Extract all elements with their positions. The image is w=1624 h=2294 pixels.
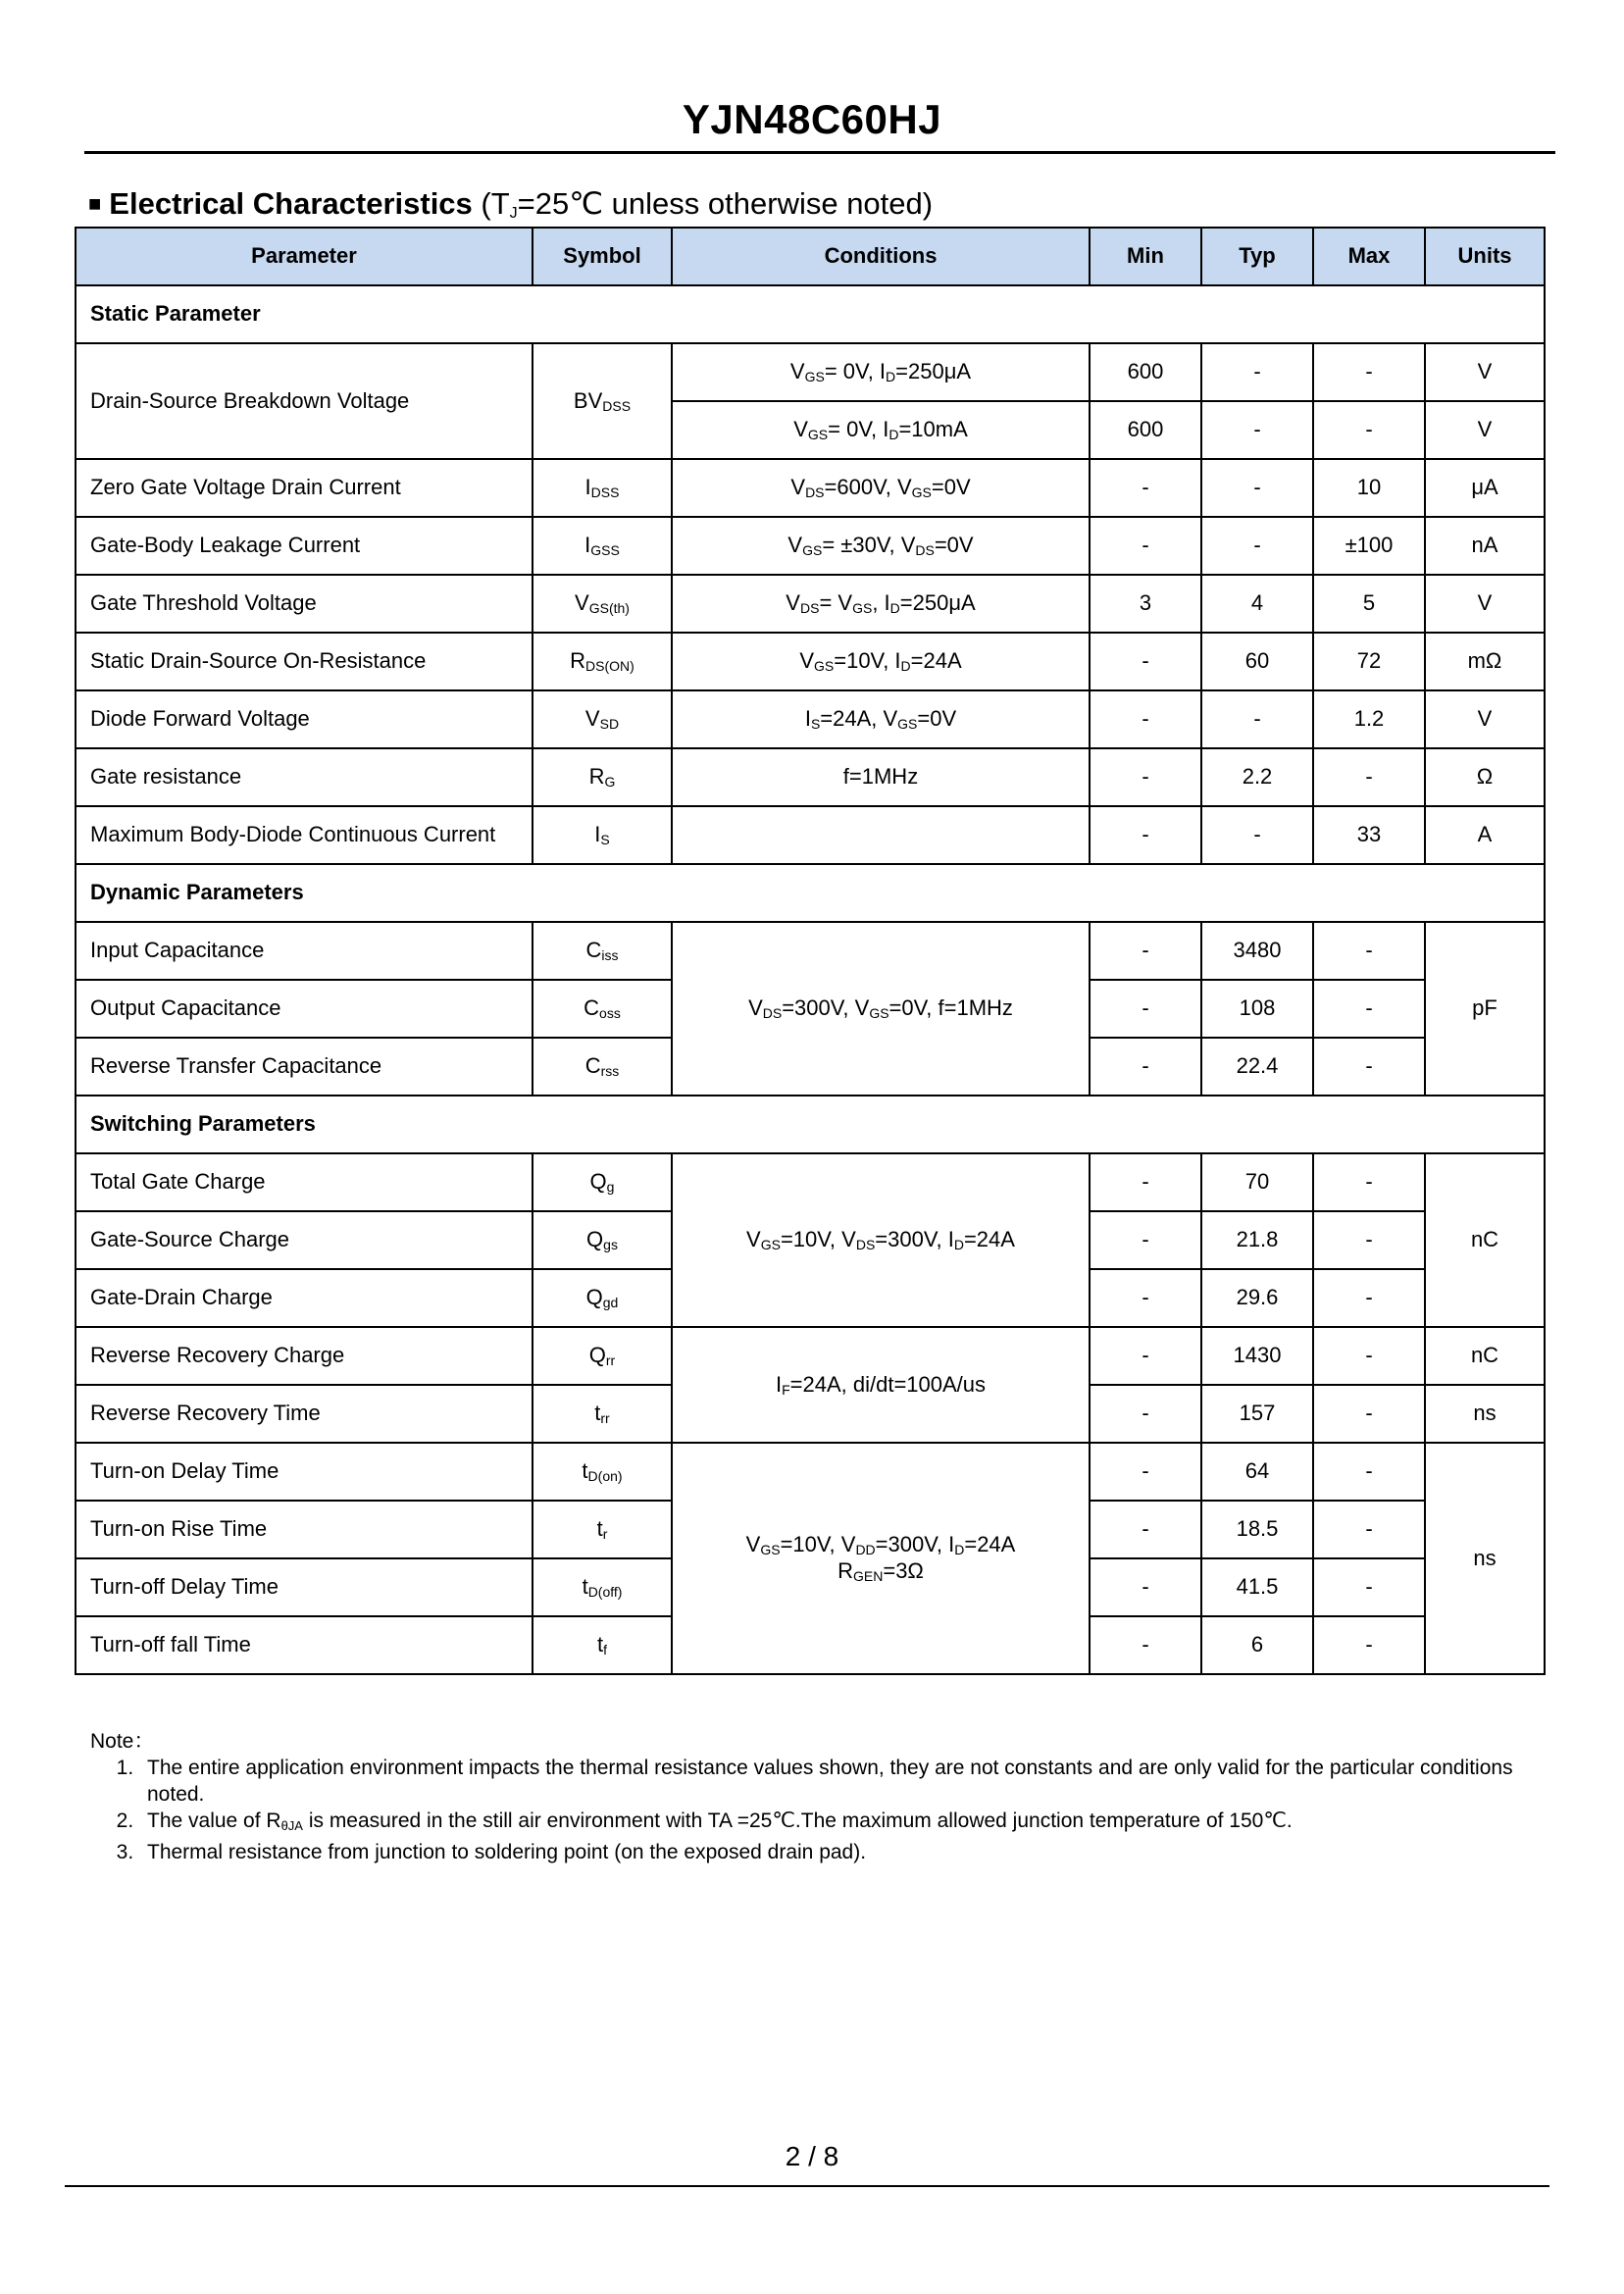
typ-cell: 108 (1201, 980, 1313, 1038)
note-item: 1. The entire application environment impacts the thermal resistance values shown, they are not constants and are only valid for the particular conditions noted. (139, 1755, 1542, 1808)
condition-cell: f=1MHz (672, 748, 1090, 806)
symbol-cell: $I_{GSS}$ (533, 517, 672, 575)
param-cell: Turn-off fall Time (76, 1616, 533, 1674)
table-row (76, 690, 1545, 748)
min-cell: - (1090, 1501, 1201, 1558)
typ-cell: - (1201, 806, 1313, 864)
param-cell: Gate-Body Leakage Current (76, 517, 533, 575)
units-cell: nA (1425, 517, 1545, 575)
typ-cell: 41.5 (1201, 1558, 1313, 1616)
units-cell: mΩ (1425, 633, 1545, 690)
header-rule (84, 151, 1555, 154)
group-row (76, 285, 1545, 343)
units-cell: nC (1425, 1153, 1545, 1327)
symbol-cell: $t_{D(on)}$ (533, 1443, 672, 1501)
units-cell: V (1425, 690, 1545, 748)
typ-cell: 18.5 (1201, 1501, 1313, 1558)
max-cell: - (1313, 1269, 1425, 1327)
typ-cell: 2.2 (1201, 748, 1313, 806)
units-cell: Ω (1425, 748, 1545, 806)
symbol-cell: $t_f$ (533, 1616, 672, 1674)
min-cell: - (1090, 922, 1201, 980)
table-row (76, 1443, 1545, 1501)
condition-cell (672, 806, 1090, 864)
min-cell: - (1090, 1385, 1201, 1443)
max-cell: - (1313, 1153, 1425, 1211)
param-cell: Gate-Drain Charge (76, 1269, 533, 1327)
param-cell: Turn-on Delay Time (76, 1443, 533, 1501)
typ-cell: 4 (1201, 575, 1313, 633)
typ-cell: 1430 (1201, 1327, 1313, 1385)
page-number: 2 / 8 (785, 2141, 839, 2171)
param-cell: Reverse Recovery Charge (76, 1327, 533, 1385)
max-cell: 10 (1313, 459, 1425, 517)
notes (90, 1728, 1542, 1865)
units-cell: ns (1425, 1385, 1545, 1443)
typ-cell: - (1201, 343, 1313, 401)
max-cell: - (1313, 1501, 1425, 1558)
typ-cell: 22.4 (1201, 1038, 1313, 1096)
symbol-cell: $t_{rr}$ (533, 1385, 672, 1443)
max-cell: - (1313, 980, 1425, 1038)
table-row (76, 922, 1545, 980)
param-cell: Output Capacitance (76, 980, 533, 1038)
group-dynamic: Dynamic Parameters (76, 864, 1545, 922)
typ-cell: 157 (1201, 1385, 1313, 1443)
max-cell: - (1313, 343, 1425, 401)
param-cell: Gate-Source Charge (76, 1211, 533, 1269)
condition-cell: $V_{DS}=300V$, $V_{GS}=0V$, f=1MHz (672, 922, 1090, 1096)
condition-cell: $V_{GS}= 0V$, $I_D=10mA$ (672, 401, 1090, 459)
typ-cell: 64 (1201, 1443, 1313, 1501)
table-row (76, 343, 1545, 401)
condition-cell: $V_{DS}=600V$, $V_{GS}=0V$ (672, 459, 1090, 517)
section-heading: ■ Electrical Characteristics ($T_J=25℃$ unless otherwise noted) (88, 186, 934, 222)
header-typ: Typ (1201, 228, 1313, 285)
symbol-cell: $I_{DSS}$ (533, 459, 672, 517)
min-cell: - (1090, 690, 1201, 748)
group-row (76, 864, 1545, 922)
param-cell: Turn-off Delay Time (76, 1558, 533, 1616)
param-cell: Static Drain-Source On-Resistance (76, 633, 533, 690)
max-cell: ±100 (1313, 517, 1425, 575)
table-row (76, 748, 1545, 806)
typ-cell: 29.6 (1201, 1269, 1313, 1327)
typ-cell: - (1201, 401, 1313, 459)
symbol-cell: $t_r$ (533, 1501, 672, 1558)
units-cell: nC (1425, 1327, 1545, 1385)
typ-cell: 70 (1201, 1153, 1313, 1211)
units-cell: A (1425, 806, 1545, 864)
min-cell: - (1090, 517, 1201, 575)
table-row (76, 1327, 1545, 1385)
condition-cell: $V_{DS}= V_{GS}$, $I_D=250\mu A$ (672, 575, 1090, 633)
min-cell: - (1090, 1327, 1201, 1385)
table-row (76, 633, 1545, 690)
param-cell: Drain-Source Breakdown Voltage (76, 343, 533, 459)
max-cell: - (1313, 401, 1425, 459)
min-cell: - (1090, 980, 1201, 1038)
table-row (76, 1153, 1545, 1211)
symbol-cell: $R_G$ (533, 748, 672, 806)
param-cell: Diode Forward Voltage (76, 690, 533, 748)
document-title: YJN48C60HJ (682, 96, 942, 142)
symbol-cell: $V_{SD}$ (533, 690, 672, 748)
units-cell: V (1425, 343, 1545, 401)
min-cell: 3 (1090, 575, 1201, 633)
min-cell: - (1090, 806, 1201, 864)
typ-cell: 60 (1201, 633, 1313, 690)
table-row (76, 459, 1545, 517)
symbol-cell: $Q_{gs}$ (533, 1211, 672, 1269)
min-cell: - (1090, 1558, 1201, 1616)
typ-cell: 6 (1201, 1616, 1313, 1674)
units-cell: V (1425, 575, 1545, 633)
note-item: 3. Thermal resistance from junction to soldering point (on the exposed drain pad). (139, 1839, 1542, 1865)
header-parameter: Parameter (76, 228, 533, 285)
group-static: Static Parameter (76, 285, 1545, 343)
footer-rule (65, 2185, 1549, 2187)
symbol-cell: $C_{rss}$ (533, 1038, 672, 1096)
param-cell: Reverse Recovery Time (76, 1385, 533, 1443)
condition-cell: $V_{GS}=10V$, $V_{DD}=300V$, $I_D=24A$ $R_{GEN}=3\Omega$ (672, 1443, 1090, 1674)
param-cell: Total Gate Charge (76, 1153, 533, 1211)
group-switching: Switching Parameters (76, 1096, 1545, 1153)
units-cell: pF (1425, 922, 1545, 1096)
typ-cell: 21.8 (1201, 1211, 1313, 1269)
param-cell: Reverse Transfer Capacitance (76, 1038, 533, 1096)
min-cell: - (1090, 1616, 1201, 1674)
param-cell: Maximum Body-Diode Continuous Current (76, 806, 533, 864)
symbol-cell: $C_{oss}$ (533, 980, 672, 1038)
condition-cell: $V_{GS}=10V$, $I_D=24A$ (672, 633, 1090, 690)
section-title: Electrical Characteristics (109, 186, 473, 221)
max-cell: - (1313, 1038, 1425, 1096)
header-symbol: Symbol (533, 228, 672, 285)
condition-cell: $V_{GS}= 0V$, $I_D=250\mu A$ (672, 343, 1090, 401)
units-cell: ns (1425, 1443, 1545, 1674)
symbol-cell: $Q_{gd}$ (533, 1269, 672, 1327)
min-cell: - (1090, 459, 1201, 517)
param-cell: Gate resistance (76, 748, 533, 806)
note-item: 2. The value of $R_{\theta JA}$ is measured in the still air environment with TA =25℃.The maximum allowed junction temperature of 150℃. (139, 1808, 1542, 1839)
condition-cell: $V_{GS}= \pm 30V$, $V_{DS}=0V$ (672, 517, 1090, 575)
min-cell: 600 (1090, 401, 1201, 459)
notes-label: Note： (90, 1730, 155, 1753)
min-cell: - (1090, 1443, 1201, 1501)
max-cell: - (1313, 1616, 1425, 1674)
param-cell: Gate Threshold Voltage (76, 575, 533, 633)
symbol-cell: $t_{D(off)}$ (533, 1558, 672, 1616)
max-cell: - (1313, 1211, 1425, 1269)
header-min: Min (1090, 228, 1201, 285)
min-cell: - (1090, 1269, 1201, 1327)
section-bullet: ■ (88, 191, 102, 216)
symbol-cell: $R_{DS(ON)}$ (533, 633, 672, 690)
condition-cell: $V_{GS}=10V$, $V_{DS}=300V$, $I_D=24A$ (672, 1153, 1090, 1327)
param-cell: Turn-on Rise Time (76, 1501, 533, 1558)
max-cell: - (1313, 1558, 1425, 1616)
electrical-characteristics-table (75, 227, 1546, 1675)
units-cell: μA (1425, 459, 1545, 517)
max-cell: 5 (1313, 575, 1425, 633)
min-cell: - (1090, 1038, 1201, 1096)
min-cell: - (1090, 1153, 1201, 1211)
param-cell: Zero Gate Voltage Drain Current (76, 459, 533, 517)
max-cell: 72 (1313, 633, 1425, 690)
condition-cell: $I_F=24A$, di/dt=100A/us (672, 1327, 1090, 1443)
max-cell: - (1313, 1385, 1425, 1443)
param-cell: Input Capacitance (76, 922, 533, 980)
notes-list (90, 1755, 1542, 1865)
max-cell: 33 (1313, 806, 1425, 864)
max-cell: - (1313, 748, 1425, 806)
symbol-cell: $C_{iss}$ (533, 922, 672, 980)
typ-cell: - (1201, 459, 1313, 517)
units-cell: V (1425, 401, 1545, 459)
min-cell: - (1090, 1211, 1201, 1269)
min-cell: 600 (1090, 343, 1201, 401)
max-cell: - (1313, 1443, 1425, 1501)
max-cell: - (1313, 1327, 1425, 1385)
min-cell: - (1090, 748, 1201, 806)
header-conditions: Conditions (672, 228, 1090, 285)
typ-cell: - (1201, 517, 1313, 575)
min-cell: - (1090, 633, 1201, 690)
max-cell: - (1313, 922, 1425, 980)
table-header-row (76, 228, 1545, 285)
condition-cell: $I_S=24A$, $V_{GS}=0V$ (672, 690, 1090, 748)
header-units: Units (1425, 228, 1545, 285)
max-cell: 1.2 (1313, 690, 1425, 748)
table-row (76, 517, 1545, 575)
header-max: Max (1313, 228, 1425, 285)
typ-cell: 3480 (1201, 922, 1313, 980)
symbol-cell: $BV_{DSS}$ (533, 343, 672, 459)
typ-cell: - (1201, 690, 1313, 748)
group-row (76, 1096, 1545, 1153)
symbol-cell: $Q_{rr}$ (533, 1327, 672, 1385)
symbol-cell: $I_S$ (533, 806, 672, 864)
table-row (76, 806, 1545, 864)
symbol-cell: $Q_g$ (533, 1153, 672, 1211)
table-row (76, 575, 1545, 633)
symbol-cell: $V_{GS(th)}$ (533, 575, 672, 633)
